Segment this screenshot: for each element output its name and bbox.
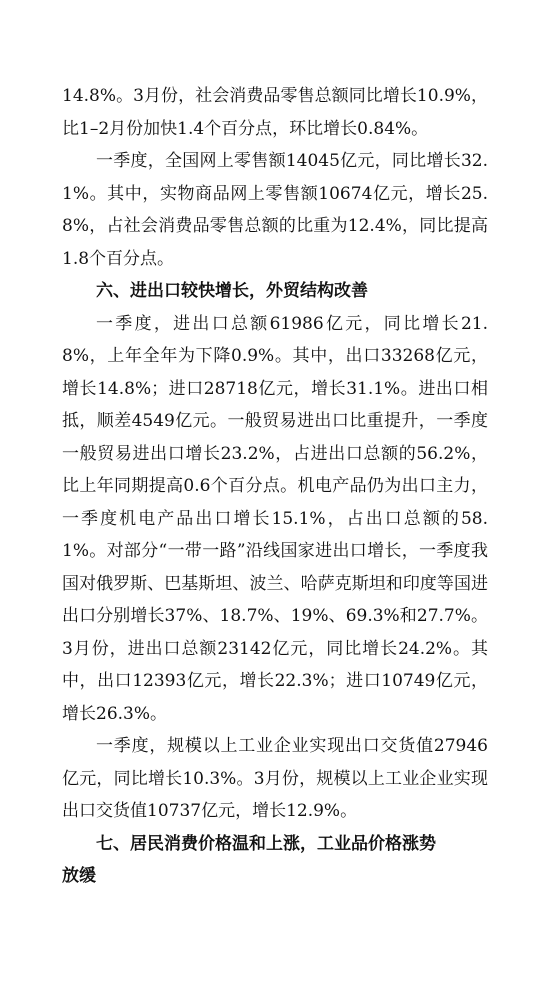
section-heading-7-line1: 七、居民消费价格温和上涨，工业品价格涨势 bbox=[96, 833, 436, 854]
document-body bbox=[62, 80, 488, 893]
paragraph-export-delivery-value: 一季度，规模以上工业企业实现出口交货值27946亿元，同比增长10.3%。3月份，规模以上工业企业实现出口交货值10737亿元，增长12.9%。 bbox=[62, 736, 488, 821]
paragraph-online-retail: 一季度，全国网上零售额14045亿元，同比增长32.1%。其中，实物商品网上零售额10674亿元，增长25.8%，占社会消费品零售总额的比重为12.4%，同比提高1.8个百分点。 bbox=[62, 151, 488, 269]
paragraph-retail-sales-march: 14.8%。3月份，社会消费品零售总额同比增长10.9%，比1–2月份加快1.4个百分点，环比增长0.84%。 bbox=[62, 86, 488, 139]
section-heading-6: 六、进出口较快增长，外贸结构改善 bbox=[96, 281, 368, 301]
paragraph-imports-exports: 一季度，进出口总额61986亿元，同比增长21.8%，上年全年为下降0.9%。其中，出口33268亿元，增长14.8%；进口28718亿元，增长31.1%。进出口相抵，顺差4549亿元。一般贸易进出口比重提升，一季度一般贸易进出口增长23.2%，占进出口总额的56.2%，比上年同期提高0.6个百分点。机电产品仍为出口主力，一季度机电产品出口增长15.1%，占出口总额的58.1%。对部分“一带一路”沿线国家进出口增长，一季度我国对俄罗斯、巴基斯坦、波兰、哈萨克斯坦和印度等国进出口分别增长37%、18.7%、19%、69.3%和27.7%。3月份，进出口总额23142亿元，同比增长24.2%。其中，出口12393亿元，增长22.3%；进口10749亿元，增长26.3%。 bbox=[62, 313, 488, 724]
section-heading-7-line2: 放缓 bbox=[62, 866, 96, 886]
